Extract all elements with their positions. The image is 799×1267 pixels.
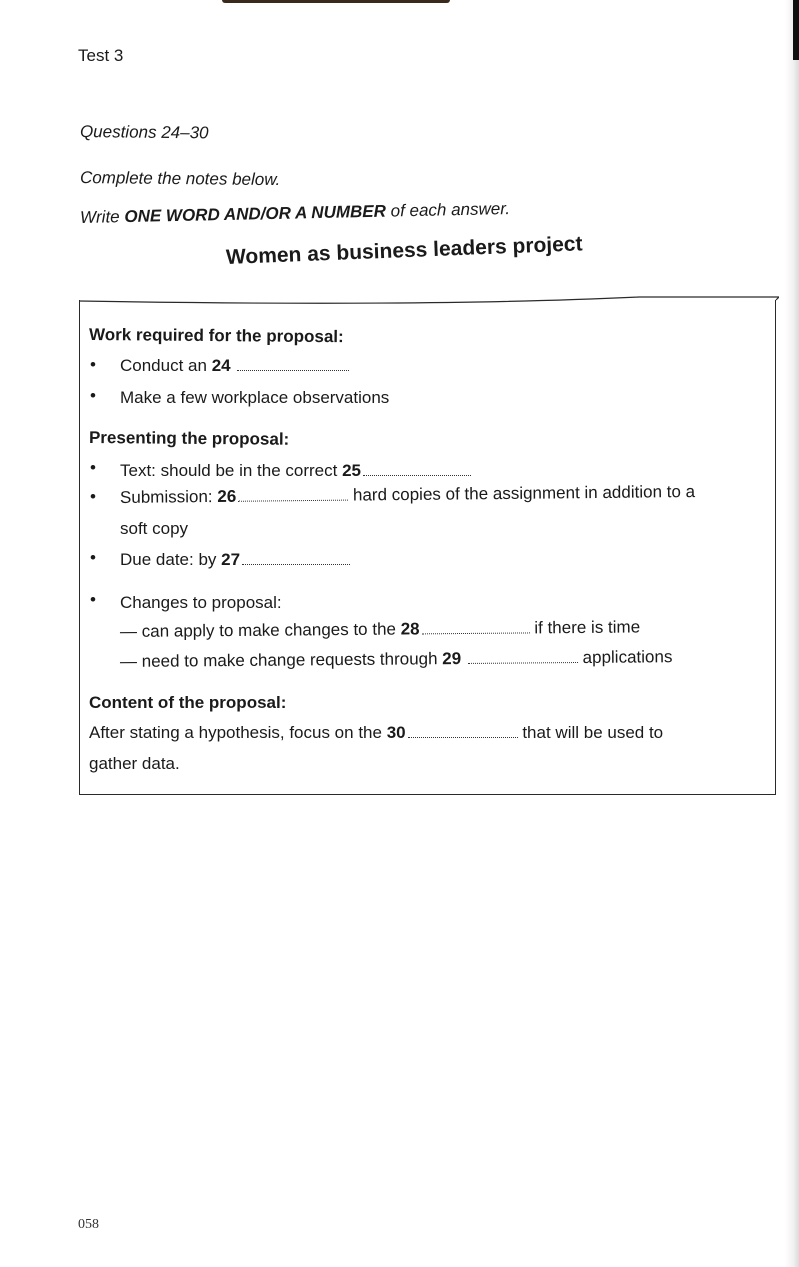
note-text: hard copies of the assignment in addition to a <box>348 481 696 505</box>
answer-blank-30[interactable] <box>408 723 518 738</box>
bullet-icon: • <box>90 386 96 405</box>
section-heading-content: Content of the proposal: <box>89 693 287 712</box>
note-text: that will be used to <box>517 723 664 742</box>
note-item-30 <box>89 723 663 743</box>
note-text: applications <box>577 647 673 668</box>
note-item-25 <box>120 461 471 481</box>
note-text: if there is time <box>529 617 641 638</box>
page-binding-shadow <box>785 0 799 1267</box>
question-number-29: 29 <box>442 649 462 669</box>
note-item-30-continued: gather data. <box>89 754 180 773</box>
section-heading-work-required: Work required for the proposal: <box>88 325 344 347</box>
note-item-observations: Make a few workplace observations <box>120 388 390 407</box>
write-bold: ONE WORD AND/OR A NUMBER <box>124 201 387 227</box>
answer-blank-24[interactable] <box>237 356 349 371</box>
write-instruction <box>80 199 510 228</box>
bullet-icon: • <box>90 590 96 609</box>
note-item-27 <box>120 550 350 570</box>
answer-blank-26[interactable] <box>238 486 348 502</box>
note-text: Due date: by <box>120 550 222 569</box>
page-corner-shadow <box>793 0 799 60</box>
write-prefix: Write <box>79 207 125 227</box>
complete-instruction: Complete the notes below. <box>79 168 281 190</box>
note-item-changes: Changes to proposal: <box>120 593 282 612</box>
notes-title: Women as business leaders project <box>225 232 583 269</box>
bullet-icon: • <box>90 458 96 477</box>
note-text: — can apply to make changes to the <box>119 619 401 641</box>
note-text: Text: should be in the correct <box>120 461 343 480</box>
question-number-27: 27 <box>221 550 241 569</box>
section-heading-presenting: Presenting the proposal: <box>88 428 290 449</box>
page-top-shadow <box>222 0 450 3</box>
question-number-24: 24 <box>211 356 231 375</box>
answer-blank-25[interactable] <box>363 461 471 476</box>
answer-blank-27[interactable] <box>242 550 350 565</box>
bullet-icon: • <box>90 355 96 374</box>
question-number-26: 26 <box>217 486 237 506</box>
answer-blank-29[interactable] <box>468 648 578 664</box>
note-text: Submission: <box>119 486 218 507</box>
note-item-24 <box>120 356 349 376</box>
answer-blank-28[interactable] <box>421 618 529 634</box>
questions-range: Questions 24–30 <box>79 122 209 143</box>
page-number: 058 <box>78 1217 99 1232</box>
write-suffix: of each answer. <box>385 198 511 221</box>
note-text: — need to make change requests through <box>119 649 443 671</box>
question-number-30: 30 <box>386 723 406 742</box>
bullet-icon: • <box>90 487 96 506</box>
note-text: Conduct an <box>120 356 212 375</box>
note-item-26-continued: soft copy <box>120 519 189 538</box>
note-text: After stating a hypothesis, focus on the <box>89 723 387 742</box>
test-label: Test 3 <box>78 46 124 65</box>
question-number-25: 25 <box>342 461 361 480</box>
bullet-icon: • <box>90 548 96 567</box>
question-number-28: 28 <box>400 619 420 639</box>
